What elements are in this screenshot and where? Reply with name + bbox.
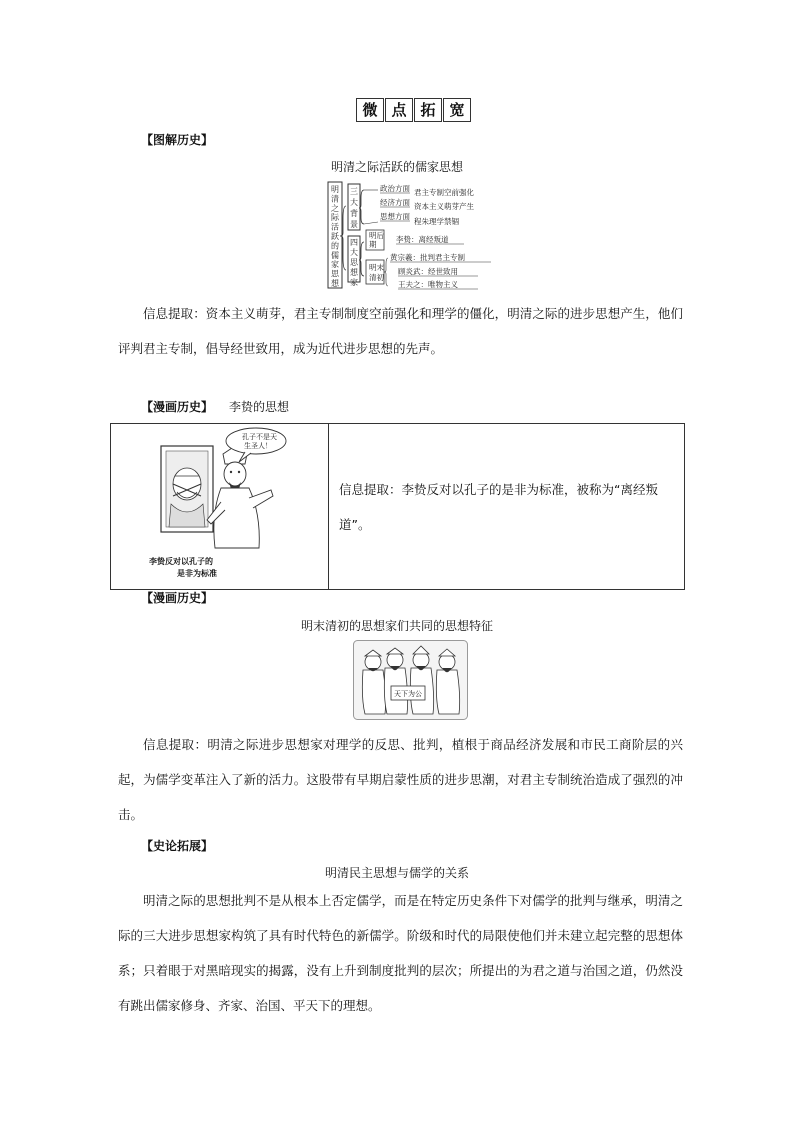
banner-char: 微 bbox=[356, 98, 384, 122]
comic-table bbox=[110, 423, 685, 590]
mindmap-thinker: 顾炎武：经世致用 bbox=[398, 267, 458, 276]
mindmap-thinker: 李贽：离经叛道 bbox=[396, 235, 449, 244]
info-paragraph bbox=[118, 727, 683, 832]
banner-char: 拓 bbox=[414, 98, 442, 122]
cartoon-title: 明末清初的思想家们共同的思想特征 bbox=[300, 619, 493, 633]
cartoon-thinkers bbox=[353, 640, 468, 720]
info-text: 信息提取：资本主义萌芽，君主专制制度空前强化和理学的僵化，明清之际的进步思想产生，他们评判君主专制，倡导经世致用，成为近代进步思想的先声。 bbox=[118, 306, 683, 356]
comic-image-cell bbox=[111, 424, 329, 590]
section-heading: 【图解历史】 bbox=[141, 133, 214, 147]
essay-title: 明清民主思想与儒学的关系 bbox=[324, 866, 469, 880]
mindmap-item-value: 资本主义萌芽产生 bbox=[414, 202, 474, 211]
mindmap-sub-late-ming-2: 期 bbox=[369, 240, 377, 249]
mindmap-sub-ming-qing: 明末 bbox=[369, 263, 384, 272]
essay-text: 明清之际的思想批判不是从根本上否定儒学，而是在特定历史条件下对儒学的批判与继承，明清之际的三大进步思想家构筑了具有时代特色的新儒学。阶级和时代的局限使他们并未建立起完整的思想体系；只着眼于对黑暗现实的揭露，没有上升到制度批判的层次；所提出的为君之道与治国之道，仍然没有跳出儒家修身、齐家、治国、平天下的理想。 bbox=[118, 893, 683, 1013]
mindmap-branch-thinkers: 四大思想家 bbox=[350, 238, 358, 287]
banner-char: 点 bbox=[385, 98, 413, 122]
mindmap-item-value: 程朱理学禁锢 bbox=[414, 217, 459, 226]
mindmap-item-label: 政治方面 bbox=[380, 184, 410, 193]
section-heading: 【史论拓展】 bbox=[141, 839, 214, 853]
mindmap-diagram bbox=[326, 178, 506, 292]
mindmap-title: 明清之际活跃的儒家思想 bbox=[330, 160, 463, 174]
section-heading: 【漫画历史】 bbox=[141, 591, 214, 605]
comic-info-text: 信息提取：李贽反对以孔子的是非为标准，被称为“离经叛道”。 bbox=[339, 481, 658, 532]
cartoon-li-zhi bbox=[111, 424, 328, 585]
mindmap-root: 明清之际活跃的儒家思想 bbox=[331, 185, 339, 288]
comic-info-cell bbox=[329, 424, 685, 590]
mindmap-item-value: 君主专制空前强化 bbox=[414, 188, 474, 197]
cartoon-caption-line1: 李贽反对以孔子的 bbox=[149, 556, 213, 566]
section-subtitle: 李贽的思想 bbox=[229, 400, 290, 414]
banner-char: 宽 bbox=[443, 98, 471, 122]
info-paragraph bbox=[118, 296, 683, 366]
essay-paragraph bbox=[118, 883, 683, 1023]
mindmap-sub-ming-qing-2: 清初 bbox=[369, 273, 384, 282]
mindmap-thinker: 王夫之：唯物主义 bbox=[398, 280, 458, 289]
mindmap-item-label: 思想方面 bbox=[380, 212, 410, 221]
cartoon-caption-line2: 是非为标准 bbox=[177, 568, 217, 578]
mindmap-thinker: 黄宗羲：批判君主专制 bbox=[390, 253, 465, 262]
mindmap-item-label: 经济方面 bbox=[380, 198, 410, 207]
cartoon-sign: 天下为公 bbox=[394, 690, 422, 698]
mindmap-sub-late-ming: 明后 bbox=[369, 231, 384, 240]
speech-bubble-line1: 孔子不是天 bbox=[242, 433, 277, 441]
section-banner bbox=[356, 98, 472, 120]
info-text: 信息提取：明清之际进步思想家对理学的反思、批判，植根于商品经济发展和市民工商阶层的兴起，为儒学变革注入了新的活力。这股带有早期启蒙性质的进步思潮，对君主专制统治造成了强烈的冲击。 bbox=[118, 737, 683, 822]
speech-bubble-line2: 生圣人！ bbox=[244, 442, 272, 450]
section-heading: 【漫画历史】 bbox=[141, 400, 214, 414]
mindmap-branch-background: 三大背景 bbox=[350, 187, 358, 229]
